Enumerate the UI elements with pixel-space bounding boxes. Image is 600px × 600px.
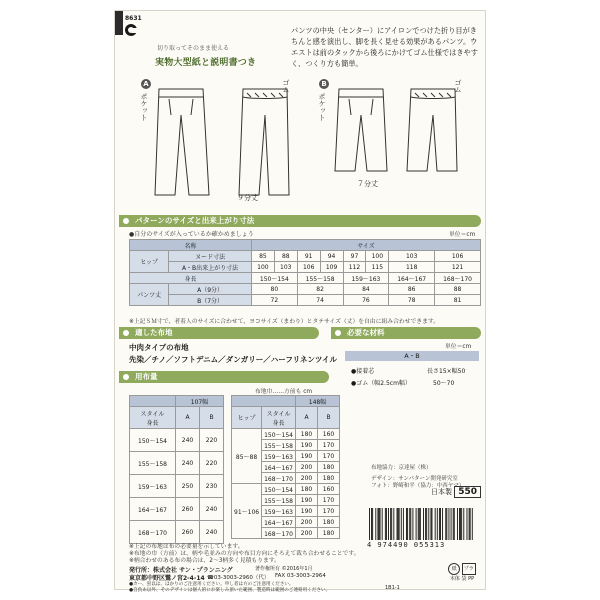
materials-unit: 単位＝cm (445, 344, 472, 350)
stamp-line-1: 切り取ってそのまま使える (157, 45, 230, 52)
barcode-bar (385, 508, 386, 540)
barcode-bar (437, 508, 438, 540)
width-107: 107幅 (176, 396, 224, 407)
recycle-sub-2: 袋 PP (461, 576, 475, 582)
barcode-bar (403, 508, 404, 540)
barcode-bar (369, 508, 370, 540)
made-in-label: 日本製 (431, 488, 452, 496)
pattern-envelope-back (114, 10, 486, 593)
cell-b: 240 (200, 498, 224, 521)
pants-illustrations (121, 75, 481, 213)
size-footnote: ※上記ＳＭ寸で、者着人のサイズに合わせて、ヨコサイズ（まわり）とタテサイズ（丈）を自由に組み合わせできます。 (129, 319, 440, 325)
cell-a: 250 (176, 475, 200, 498)
table-row: 155〜158 (262, 495, 296, 506)
cell-b: 230 (200, 475, 224, 498)
style-a-mark: A (141, 79, 151, 89)
barcode-bar (457, 508, 458, 540)
yardage-note: 布地巾……方前も cm (255, 389, 313, 395)
barcode-bar (463, 508, 464, 540)
nude-value: 103 (389, 251, 435, 262)
cell-a: 200 (296, 528, 318, 539)
a-value: 80 (251, 284, 297, 295)
nude-value: 88 (274, 251, 297, 262)
barcode-bar (428, 508, 429, 540)
cell-a: 200 (296, 517, 318, 528)
blank (130, 396, 176, 407)
ab-value: 109 (320, 262, 343, 273)
size-unit: 単位＝cm (449, 232, 476, 238)
cell-b: 160 (318, 429, 340, 440)
recycle-marks-icon (445, 563, 479, 581)
hip-group-1: 85〜88 (232, 429, 262, 484)
barcode-bar (416, 508, 417, 540)
materials-col-header: A・B (345, 351, 479, 361)
barcode-bar (379, 508, 380, 540)
barcode-bar (410, 508, 411, 540)
intro-text: パンツの中央（センター）にアイロンでつけた折り目がきちんと感を演出し、脚を長く見せる効果があるパンツ。ウエストは前のタックから後ろにかけてゴム仕様ではきやすく、つくり方も簡単。 (291, 26, 478, 68)
table-row: 164〜167 (262, 517, 296, 528)
barcode-bar (391, 508, 392, 540)
style-a-length-label: ９分丈 (237, 194, 258, 202)
table-row: 168〜170 (262, 528, 296, 539)
size-section-header: パターンのサイズと出来上がり寸法 (119, 215, 481, 227)
barcode-number: 4 974490 055313 (367, 541, 446, 549)
barcode-bar (371, 508, 372, 540)
cell-a: 190 (296, 440, 318, 451)
style-height-header (130, 407, 176, 429)
ab-value: 106 (297, 262, 320, 273)
cell-a: 180 (296, 484, 318, 495)
warning-2: ●自負あ以外、そのデザインは個人的にお楽しみ頂いた範囲、製造時は範囲のご連絡用ください。 (129, 588, 331, 593)
barcode-bar (423, 508, 424, 540)
table-row: 168〜170 (262, 473, 296, 484)
barcode-bar (451, 508, 452, 540)
a-value: 82 (297, 284, 343, 295)
table-row: 159〜163 (262, 451, 296, 462)
ab-value: 118 (389, 262, 435, 273)
barcode-bar (407, 508, 408, 540)
ab-value: 121 (435, 262, 481, 273)
col-a: A (176, 407, 200, 429)
size-table (129, 239, 481, 306)
yardage-table-148 (231, 395, 340, 539)
col-b: B (318, 407, 340, 429)
table-row: 155〜158 (130, 452, 176, 475)
warning-1: ●カー、蛍以は、はかりのご注意用ください。申し者は方のご注意用ください。 (129, 582, 294, 587)
cell-a: 260 (176, 521, 200, 544)
height-value: 168〜170 (435, 273, 481, 284)
barcode-bar (430, 508, 431, 540)
barcode-bar (453, 508, 454, 540)
material-2-name: ●ゴム（幅2.5cm幅） (351, 380, 411, 387)
size-subnote: ●自分のサイズが入っているか確かめましょう (129, 231, 254, 238)
barcode-bar (393, 508, 394, 540)
style-a-gomu-label: ゴム (282, 79, 290, 93)
barcode-bar (425, 508, 426, 540)
a-value: 86 (389, 284, 435, 295)
pants-label: パンツ丈 (130, 284, 169, 306)
recycle-sub-1: 本体 (449, 576, 460, 582)
barcode-bar (397, 508, 398, 540)
barcode-bar (469, 508, 470, 540)
barcode-bar (377, 508, 378, 540)
barcode-bar (401, 508, 402, 540)
barcode-bar (446, 508, 447, 540)
yardage-foot-3: ※柄合わせのある布の場合は、2〜3柄多く見積もります。 (129, 558, 280, 564)
barcode-bar (382, 508, 383, 540)
credit-photo: フォト：野崎和平（協力：中西ヤマ） (371, 483, 465, 489)
row-b: B（7分） (169, 295, 252, 306)
credit-design: デザイン：サンパターン開発研究室 (371, 476, 458, 482)
table-row: 155〜158 (262, 440, 296, 451)
cell-b: 180 (318, 473, 340, 484)
hip-label: ヒップ (130, 251, 169, 273)
barcode-icon (365, 508, 477, 544)
col-style: スタイル (266, 410, 291, 418)
row-nude: ヌード寸法 (169, 251, 252, 262)
cell-b: 220 (200, 429, 224, 452)
col-style: スタイル (140, 410, 165, 418)
materials-section-header: 必要な材料 (331, 327, 481, 339)
style-b-gomu-label: ゴム (454, 79, 462, 93)
col-name: 名称 (130, 240, 252, 251)
col-height: 身長 (272, 419, 285, 427)
barcode-bar (459, 508, 460, 540)
style-a-drawing (151, 75, 291, 203)
corner-bar (115, 11, 123, 35)
ab-value: 103 (274, 262, 297, 273)
barcode-bar (388, 508, 389, 540)
height-value: 155〜158 (297, 273, 343, 284)
b-value: 72 (251, 295, 297, 306)
barcode-bar (386, 508, 387, 540)
row-a: A（9分） (169, 284, 252, 295)
publisher-name: 発行所：株式会社 サン・プランニング (129, 567, 233, 574)
cell-b: 240 (200, 521, 224, 544)
credit-fabric: 布地協力：京達屋（株） (371, 465, 432, 471)
barcode-bar (461, 508, 462, 540)
nude-value: 94 (320, 251, 343, 262)
publisher-fax: FAX 03-3003-2964 (275, 573, 326, 579)
yardage-section-header: 用布量 (119, 371, 329, 383)
ab-value: 100 (251, 262, 274, 273)
b-value: 76 (343, 295, 389, 306)
barcode-bar (420, 508, 421, 540)
table-row: 150〜154 (262, 484, 296, 495)
barcode-bar (467, 508, 468, 540)
barcode-bar (460, 508, 461, 540)
cell-a: 190 (296, 451, 318, 462)
a-value: 84 (343, 284, 389, 295)
stamp-line-2: 実物大型紙と説明書つき (155, 58, 257, 68)
barcode-bar (412, 508, 413, 540)
barcode-bar (419, 508, 420, 540)
height-value: 150〜154 (251, 273, 297, 284)
barcode-bar (440, 508, 441, 540)
table-row: 150〜154 (262, 429, 296, 440)
fabric-line-1: 中肉タイプの布地 (129, 343, 189, 352)
barcode-bar (409, 508, 410, 540)
style-b-length-label: ７分丈 (357, 180, 378, 188)
b-value: 74 (297, 295, 343, 306)
barcode-bar (399, 508, 400, 540)
cell-a: 190 (296, 506, 318, 517)
barcode-bar (470, 508, 471, 540)
ab-value: 115 (366, 262, 389, 273)
publisher-address: 東京都中野区鷺ノ宮2-4-14 (129, 575, 205, 582)
barcode-bar (406, 508, 407, 540)
pattern-code: 8631 (125, 15, 142, 22)
cell-a: 240 (176, 429, 200, 452)
paper-recycle-icon: 紙 (448, 563, 460, 575)
cell-b: 170 (318, 451, 340, 462)
nude-value: 106 (435, 251, 481, 262)
barcode-bar (418, 508, 419, 540)
cell-a: 180 (296, 429, 318, 440)
height-label: 身長 (130, 273, 252, 284)
reference-code: 1B1-1 (385, 585, 400, 591)
barcode-bar (390, 508, 391, 540)
table-row: 168〜170 (130, 521, 176, 544)
style-a-pocket-label: ポケット (140, 93, 148, 121)
barcode-bar (398, 508, 399, 540)
cell-a: 200 (296, 473, 318, 484)
b-value: 81 (435, 295, 481, 306)
price-area (431, 486, 481, 498)
plastic-recycle-icon: プラ (462, 563, 476, 575)
yardage-table-107 (129, 395, 224, 544)
table-row: 159〜163 (262, 506, 296, 517)
nude-value: 100 (366, 251, 389, 262)
cell-a: 200 (296, 462, 318, 473)
copyright: 著作権所有 ©2016年1月 (255, 566, 313, 572)
col-a: A (296, 407, 318, 429)
cell-b: 180 (318, 517, 340, 528)
yardage-foot-1: ※上記の布地は布の必要量を示しています。 (129, 544, 244, 550)
fabric-line-2: 先染／チノ／ソフトデニム／ダンガリー／ハーフリネンツイル (129, 355, 338, 364)
yardage-foot-2: ※布地の巾（方前）は、柄や毛並みの方向や布目方向にそろえて裁ち合わせることです。 (129, 551, 360, 557)
ab-value: 112 (343, 262, 366, 273)
style-height-header (262, 407, 296, 429)
barcode-bar (375, 508, 376, 540)
table-row: 164〜167 (262, 462, 296, 473)
table-row: 159〜163 (130, 475, 176, 498)
barcode-bar (435, 508, 436, 540)
blank (232, 396, 296, 407)
barcode-bar (442, 508, 443, 540)
cell-a: 240 (176, 452, 200, 475)
cell-a: 190 (296, 495, 318, 506)
cell-b: 170 (318, 495, 340, 506)
cell-b: 220 (200, 452, 224, 475)
b-value: 78 (389, 295, 435, 306)
material-2-value: 50〜70 (433, 380, 455, 387)
style-b-mark: B (319, 79, 329, 89)
barcode-bar (445, 508, 446, 540)
a-value: 88 (435, 284, 481, 295)
height-value: 159〜163 (343, 273, 389, 284)
barcode-bar (372, 508, 373, 540)
barcode-bar (472, 508, 473, 540)
publisher-tel: ☎03-3003-2960（代） (207, 575, 270, 581)
nude-value: 97 (343, 251, 366, 262)
brand-logo-icon (125, 24, 137, 36)
nude-value: 85 (251, 251, 274, 262)
material-1-name: ●接着芯 (351, 368, 375, 375)
barcode-bar (432, 508, 433, 540)
col-hip: ヒップ (232, 407, 262, 429)
cell-b: 170 (318, 506, 340, 517)
cell-b: 160 (318, 484, 340, 495)
barcode-bar (426, 508, 427, 540)
style-b-pocket-label: ポケット (318, 93, 326, 121)
table-row: 150〜154 (130, 429, 176, 452)
fabric-section-header: 適した布地 (119, 327, 319, 339)
nude-value: 91 (297, 251, 320, 262)
cell-a: 260 (176, 498, 200, 521)
hip-group-2: 91〜106 (232, 484, 262, 539)
height-value: 164〜167 (389, 273, 435, 284)
price-value: 550 (454, 486, 481, 498)
col-size: サイズ (251, 240, 480, 251)
material-1-value: 長さ15×幅50 (427, 368, 466, 375)
barcode-bar (449, 508, 450, 540)
col-b: B (200, 407, 224, 429)
table-row: 164〜167 (130, 498, 176, 521)
barcode-bar (454, 508, 455, 540)
cell-b: 180 (318, 528, 340, 539)
style-b-drawing (331, 75, 471, 185)
barcode-bar (380, 508, 381, 540)
row-ab: A・B出来上がり寸法 (169, 262, 252, 273)
cell-b: 180 (318, 462, 340, 473)
col-height: 身長 (146, 419, 159, 427)
barcode-bar (439, 508, 440, 540)
width-148: 148幅 (296, 396, 340, 407)
cell-b: 170 (318, 440, 340, 451)
